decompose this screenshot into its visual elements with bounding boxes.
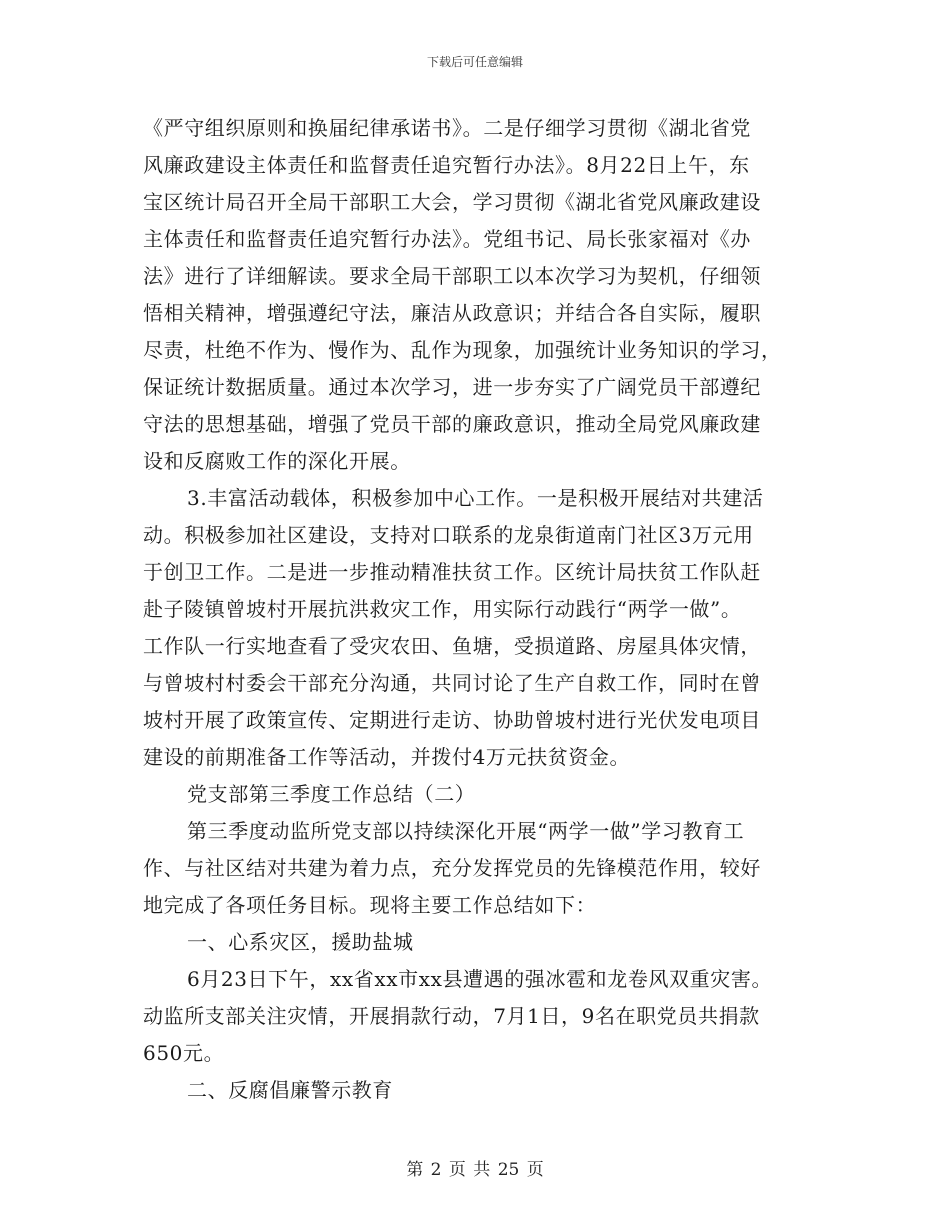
text-line: 悟相关精神，增强遵纪守法，廉洁从政意识；并结合各自实际，履职 bbox=[143, 301, 761, 325]
text-line: 保证统计数据质量。通过本次学习，进一步夯实了广阔党员干部遵纪 bbox=[143, 375, 761, 399]
text-line: 二、反腐倡廉警示教育 bbox=[187, 1078, 393, 1102]
text-line: 650元。 bbox=[143, 1041, 225, 1065]
text-line: 建设的前期准备工作等活动，并拨付4万元扶贫资金。 bbox=[143, 745, 631, 769]
text-line: 宝区统计局召开全局干部职工大会，学习贯彻《湖北省党风廉政建设 bbox=[143, 190, 761, 214]
text-line: 第三季度动监所党支部以持续深化开展“两学一做”学习教育工 bbox=[187, 819, 745, 843]
page-footer: 第 2 页 共 25 页 bbox=[406, 1160, 544, 1180]
text-line: 6月23日下午，xx省xx市xx县遭遇的强冰雹和龙卷风双重灾害。 bbox=[187, 967, 773, 991]
text-line: 与曾坡村村委会干部充分沟通，共同讨论了生产自救工作，同时在曾 bbox=[143, 671, 761, 695]
text-line: 工作队一行实地查看了受灾农田、鱼塘，受损道路、房屋具体灾情， bbox=[143, 634, 761, 658]
document-body bbox=[143, 110, 819, 1109]
text-line: 设和反腐败工作的深化开展。 bbox=[143, 449, 411, 473]
text-line: 风廉政建设主体责任和监督责任追究暂行办法》。8月22日上午，东 bbox=[143, 153, 750, 177]
text-line: 《严守组织原则和换届纪律承诺书》。二是仔细学习贯彻《湖北省党 bbox=[143, 116, 751, 140]
text-line: 动。积极参加社区建设，支持对口联系的龙泉街道南门社区3万元用 bbox=[143, 523, 754, 547]
text-line: 3.丰富活动载体，积极参加中心工作。一是积极开展结对共建活 bbox=[187, 486, 764, 510]
text-line: 赴子陵镇曾坡村开展抗洪救灾工作，用实际行动践行“两学一做”。 bbox=[143, 597, 742, 621]
text-line: 地完成了各项任务目标。现将主要工作总结如下： bbox=[143, 893, 597, 917]
text-line: 尽责，杜绝不作为、慢作为、乱作为现象，加强统计业务知识的学习， bbox=[143, 338, 782, 362]
text-line: 守法的思想基础，增强了党员干部的廉政意识，推动全局党风廉政建 bbox=[143, 412, 761, 436]
text-line: 法》进行了详细解读。要求全局干部职工以本次学习为契机，仔细领 bbox=[143, 264, 761, 288]
text-line: 动监所支部关注灾情，开展捐款行动，7月1日，9名在职党员共捐款 bbox=[143, 1004, 760, 1028]
text-line: 作、与社区结对共建为着力点，充分发挥党员的先锋模范作用，较好 bbox=[143, 856, 761, 880]
text-line: 党支部第三季度工作总结（二） bbox=[187, 782, 476, 806]
text-line: 于创卫工作。二是进一步推动精准扶贫工作。区统计局扶贫工作队赶 bbox=[143, 560, 761, 584]
text-line: 坡村开展了政策宣传、定期进行走访、协助曾坡村进行光伏发电项目 bbox=[143, 708, 761, 732]
page-header: 下载后可任意编辑 bbox=[426, 55, 523, 69]
text-line: 一、心系灾区，援助盐城 bbox=[187, 930, 414, 954]
text-line: 主体责任和监督责任追究暂行办法》。党组书记、局长张家福对《办 bbox=[143, 227, 751, 251]
